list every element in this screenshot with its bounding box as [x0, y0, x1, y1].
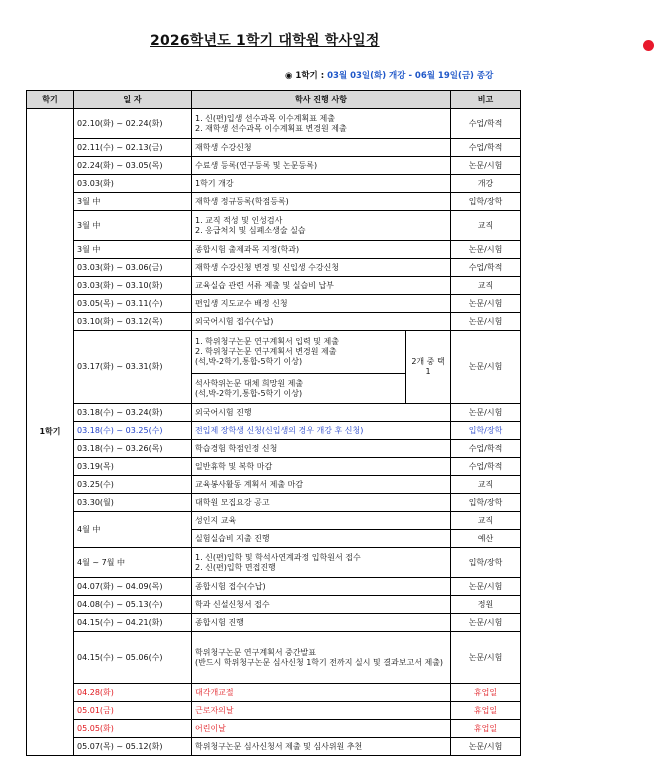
table-row [27, 175, 521, 193]
activity-cell: 어린이날 [192, 720, 451, 738]
activity-line: 2. 재학생 선수과목 이수계획표 변경원 제출 [195, 123, 347, 133]
note-cell: 수업/학적 [451, 458, 521, 476]
date-cell: 03.03(화) ~ 03.10(화) [74, 277, 192, 295]
note-cell: 정원 [451, 596, 521, 614]
activity-cell: 재학생 수강신청 변경 및 신입생 수강신청 [192, 259, 451, 277]
choose-one-cell: 2개 중 택 1 [406, 331, 451, 404]
date-cell: 3월 中 [74, 193, 192, 211]
header-date: 일 자 [74, 91, 192, 109]
note-cell: 교직 [451, 512, 521, 530]
header-term: 학기 [27, 91, 74, 109]
table-row [27, 331, 521, 374]
activity-line: 2. 신(편)입학 면접진행 [195, 562, 276, 572]
table-row [27, 702, 521, 720]
date-cell: 03.03(화) [74, 175, 192, 193]
date-cell: 04.07(화) ~ 04.09(목) [74, 578, 192, 596]
activity-cell: 전입제 장학생 신청(신입생의 경우 개강 후 신청) [192, 422, 451, 440]
date-cell: 03.03(화) ~ 03.06(금) [74, 259, 192, 277]
date-cell: 05.05(화) [74, 720, 192, 738]
date-cell: 02.11(수) ~ 02.13(금) [74, 139, 192, 157]
note-cell: 입학/장학 [451, 193, 521, 211]
date-cell: 02.24(화) ~ 03.05(목) [74, 157, 192, 175]
header-note: 비고 [451, 91, 521, 109]
activity-cell: 편입생 지도교수 배정 신청 [192, 295, 451, 313]
table-row [27, 211, 521, 241]
activity-line: 1. 교직 적성 및 인성검사 [195, 215, 283, 225]
table-row [27, 614, 521, 632]
activity-line: 2. 학위청구논문 연구계획서 변경원 제출 [195, 347, 337, 356]
date-cell: 03.18(수) ~ 03.24(화) [74, 404, 192, 422]
table-row [27, 548, 521, 578]
date-cell: 04.28(화) [74, 684, 192, 702]
table-row [27, 259, 521, 277]
activity-line: 1. 학위청구논문 연구계획서 입력 및 제출 [195, 337, 339, 346]
table-row [27, 139, 521, 157]
table-row [27, 720, 521, 738]
activity-cell: 대각개교절 [192, 684, 451, 702]
table-row [27, 476, 521, 494]
activity-cell: 종합시험 출제과목 지정(학과) [192, 241, 451, 259]
activity-cell: 학습경험 학점인정 신청 [192, 440, 451, 458]
date-cell: 03.05(목) ~ 03.11(수) [74, 295, 192, 313]
note-cell: 수업/학적 [451, 259, 521, 277]
activity-line: 석사학위논문 대체 희망원 제출 [195, 378, 304, 388]
note-cell: 논문/시험 [451, 331, 521, 404]
table-row [27, 241, 521, 259]
date-cell: 03.25(수) [74, 476, 192, 494]
table-row [27, 632, 521, 684]
activity-cell: 외국어시험 진행 [192, 404, 451, 422]
table-row [27, 738, 521, 756]
activity-cell: 학위청구논문 심사신청서 제출 및 심사위원 추천 [192, 738, 451, 756]
activity-cell: 1학기 개강 [192, 175, 451, 193]
activity-cell [192, 632, 451, 684]
activity-cell: 외국어시험 접수(수납) [192, 313, 451, 331]
page-title: 2026학년도 1학기 대학원 학사일정 [150, 33, 380, 49]
table-row [27, 109, 521, 139]
note-cell: 입학/장학 [451, 422, 521, 440]
activity-cell [192, 548, 451, 578]
note-cell: 예산 [451, 530, 521, 548]
activity-line: (석,박-2학기,통합-5학기 이상) [195, 388, 303, 398]
note-cell: 수업/학적 [451, 440, 521, 458]
note-cell: 논문/시험 [451, 313, 521, 331]
activity-cell: 종합시험 접수(수납) [192, 578, 451, 596]
note-cell: 개강 [451, 175, 521, 193]
date-cell: 03.18(수) ~ 03.25(수) [74, 422, 192, 440]
note-cell: 논문/시험 [451, 404, 521, 422]
activity-cell: 수료생 등록(연구등록 및 논문등록) [192, 157, 451, 175]
note-cell: 교직 [451, 277, 521, 295]
activity-cell [192, 331, 406, 374]
activity-cell: 근로자의날 [192, 702, 451, 720]
activity-cell: 학과 신설신청서 접수 [192, 596, 451, 614]
date-cell: 3월 中 [74, 241, 192, 259]
note-cell: 논문/시험 [451, 738, 521, 756]
date-cell: 03.10(화) ~ 03.12(목) [74, 313, 192, 331]
table-row [27, 596, 521, 614]
activity-cell: 성인지 교육 [192, 512, 451, 530]
table-row [27, 440, 521, 458]
table-row [27, 277, 521, 295]
header-activity: 학사 진행 사항 [192, 91, 451, 109]
date-cell: 04.08(수) ~ 05.13(수) [74, 596, 192, 614]
note-cell: 교직 [451, 211, 521, 241]
table-row [27, 404, 521, 422]
note-cell: 논문/시험 [451, 578, 521, 596]
table-row [27, 295, 521, 313]
date-cell: 4월 ~ 7월 中 [74, 548, 192, 578]
date-cell: 05.01(금) [74, 702, 192, 720]
table-row [27, 512, 521, 530]
note-cell: 입학/장학 [451, 548, 521, 578]
activity-line: (석,박-2학기,통합-5학기 이상) [195, 357, 303, 366]
date-cell: 04.15(수) ~ 05.06(수) [74, 632, 192, 684]
date-cell: 02.10(화) ~ 02.24(화) [74, 109, 192, 139]
semester-period-label: 1학기 : [295, 71, 328, 81]
activity-cell: 일반휴학 및 복학 마감 [192, 458, 451, 476]
activity-line: 학위청구논문 연구계획서 중간발표 [195, 647, 317, 657]
note-cell: 휴업일 [451, 720, 521, 738]
note-cell: 입학/장학 [451, 494, 521, 512]
activity-line: 2. 응급처치 및 심폐소생술 실습 [195, 225, 306, 235]
activity-line: (반드시 학위청구논문 심사신청 1학기 전까지 실시 및 결과보고서 제출) [195, 657, 444, 667]
date-cell: 03.18(수) ~ 03.26(목) [74, 440, 192, 458]
activity-cell [192, 109, 451, 139]
note-cell: 휴업일 [451, 702, 521, 720]
activity-cell: 재학생 정규등록(학점등록) [192, 193, 451, 211]
table-row [27, 684, 521, 702]
date-cell: 3월 中 [74, 211, 192, 241]
note-cell: 수업/학적 [451, 109, 521, 139]
date-cell: 04.15(수) ~ 04.21(화) [74, 614, 192, 632]
table-row [27, 422, 521, 440]
table-row [27, 578, 521, 596]
note-cell: 교직 [451, 476, 521, 494]
note-cell: 논문/시험 [451, 614, 521, 632]
note-cell: 수업/학적 [451, 139, 521, 157]
red-dot-marker [643, 40, 654, 51]
table-row [27, 157, 521, 175]
note-cell: 논문/시험 [451, 632, 521, 684]
activity-cell [192, 374, 406, 404]
activity-cell: 실험실습비 지출 진행 [192, 530, 451, 548]
term-cell: 1학기 [27, 109, 74, 756]
date-cell: 05.07(목) ~ 05.12(화) [74, 738, 192, 756]
activity-cell: 교육봉사활동 계획서 제출 마감 [192, 476, 451, 494]
semester-period-value: 03월 03일(화) 개강 - 06월 19일(금) 종강 [327, 71, 494, 81]
table-row [27, 458, 521, 476]
activity-cell: 종합시험 진행 [192, 614, 451, 632]
note-cell: 논문/시험 [451, 295, 521, 313]
table-row [27, 494, 521, 512]
table-row [27, 313, 521, 331]
table-header-row [27, 91, 521, 109]
note-cell: 휴업일 [451, 684, 521, 702]
activity-cell: 대학원 모집요강 공고 [192, 494, 451, 512]
date-cell: 4월 中 [74, 512, 192, 548]
bullet-icon: ◉ [285, 71, 293, 81]
table-row [27, 193, 521, 211]
date-cell: 03.30(월) [74, 494, 192, 512]
activity-cell [192, 211, 451, 241]
note-cell: 논문/시험 [451, 241, 521, 259]
semester-period [285, 69, 493, 81]
date-cell: 03.19(목) [74, 458, 192, 476]
schedule-table [26, 90, 521, 756]
activity-line: 1. 신(편)입생 선수과목 이수계획표 제출 [195, 113, 335, 123]
date-cell: 03.17(화) ~ 03.31(화) [74, 331, 192, 404]
activity-line: 1. 신(편)입학 및 학석사연계과정 입학원서 접수 [195, 552, 361, 562]
note-cell: 논문/시험 [451, 157, 521, 175]
activity-cell: 재학생 수강신청 [192, 139, 451, 157]
activity-cell: 교육실습 관련 서류 제출 및 실습비 납부 [192, 277, 451, 295]
